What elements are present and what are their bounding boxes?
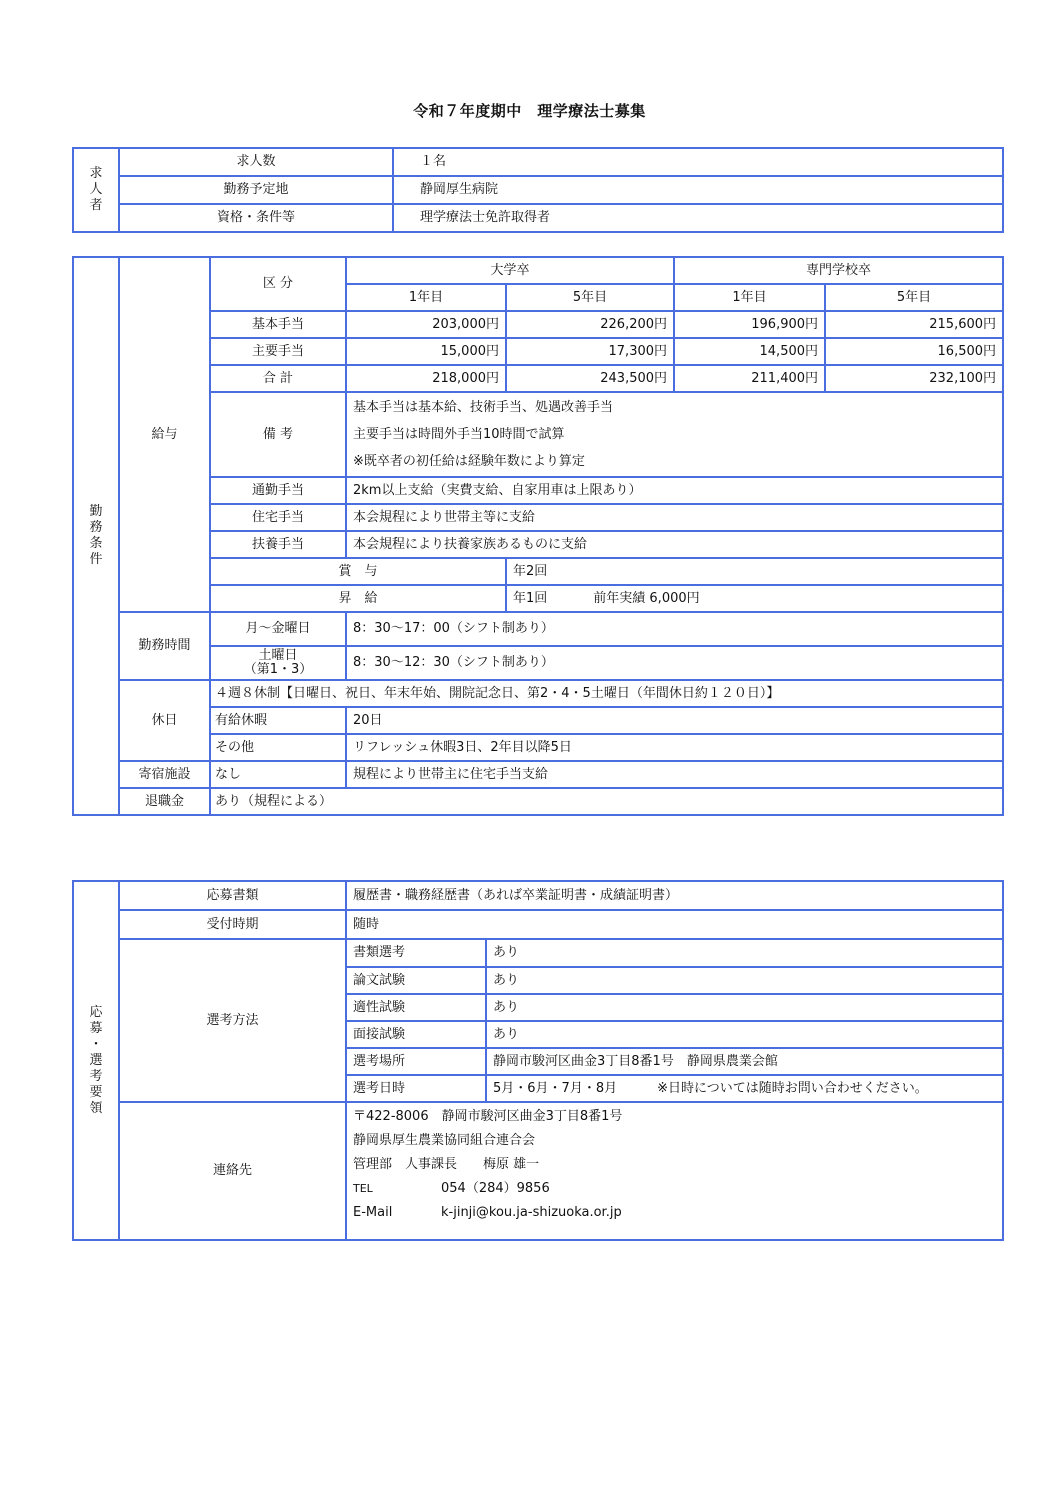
- salary-label: 給与: [119, 257, 210, 612]
- pay-cell: 211,400円: [674, 365, 825, 392]
- dorm-value: なし: [210, 761, 346, 788]
- recruiter-header: 求 人 者: [73, 148, 119, 232]
- base-pay-label: 基本手当: [210, 311, 346, 338]
- location-value: 静岡厚生病院: [393, 176, 1003, 204]
- location-label: 勤務予定地: [119, 176, 393, 204]
- vocational-header: 専門学校卒: [674, 257, 1003, 284]
- period-label: 受付時期: [119, 910, 346, 939]
- paid-leave-value: 20日: [346, 707, 1003, 734]
- saturday-sub: （第1・3）: [243, 662, 313, 677]
- qualification-value: 理学療法士免許取得者: [393, 204, 1003, 232]
- application-table: [72, 880, 1004, 1241]
- retirement-label: 退職金: [119, 788, 210, 815]
- pay-cell: 17,300円: [506, 338, 674, 365]
- pay-cell: 196,900円: [674, 311, 825, 338]
- pay-cell: 203,000円: [346, 311, 506, 338]
- pay-cell: 218,000円: [346, 365, 506, 392]
- pay-cell: 232,100円: [825, 365, 1003, 392]
- tel-label: TEL: [353, 1182, 373, 1195]
- documents-label: 応募書類: [119, 881, 346, 910]
- other-leave-value: リフレッシュ休暇3日、2年目以降5日: [346, 734, 1003, 761]
- pay-cell: 215,600円: [825, 311, 1003, 338]
- paid-leave-label: 有給休暇: [210, 707, 346, 734]
- retirement-value: あり（規程による）: [210, 788, 1003, 815]
- conditions-header: 勤 務 条 件: [73, 257, 119, 815]
- contact-block: [346, 1102, 1003, 1240]
- year-header: 1年目: [346, 284, 506, 311]
- university-header: 大学卒: [346, 257, 674, 284]
- mail-label: E-Mail: [353, 1205, 393, 1220]
- qualification-label: 資格・条件等: [119, 204, 393, 232]
- remarks-text: 基本手当は基本給、技術手当、処遇改善手当 主要手当は時間外手当10時間で試算 ※既卒者の初任給は経験年数により算定: [346, 392, 1003, 477]
- housing-allowance-label: 住宅手当: [210, 504, 346, 531]
- essay-test-label: 論文試験: [346, 967, 486, 994]
- openings-label: 求人数: [119, 148, 393, 176]
- contact-person: 管理部 人事課長 梅原 雄一: [353, 1157, 540, 1172]
- raise-value: 年1回 前年実績 6,000円: [506, 585, 1003, 612]
- other-leave-label: その他: [210, 734, 346, 761]
- recruiter-table: [72, 147, 1004, 233]
- tel-value: 054（284）9856: [441, 1181, 550, 1196]
- aptitude-test-value: あり: [486, 994, 1003, 1021]
- venue-value: 静岡市駿河区曲金3丁目8番1号 静岡県農業会館: [486, 1048, 1003, 1075]
- documents-value: 履歴書・職務経歴書（あれば卒業証明書・成績証明書）: [346, 881, 1003, 910]
- interview-label: 面接試験: [346, 1021, 486, 1048]
- aptitude-test-label: 適性試験: [346, 994, 486, 1021]
- contact-org: 静岡県厚生農業協同組合連合会: [353, 1133, 536, 1148]
- housing-allowance-value: 本会規程により世帯主等に支給: [346, 504, 1003, 531]
- raise-label: 昇 給: [210, 585, 506, 612]
- family-allowance-label: 扶養手当: [210, 531, 346, 558]
- family-allowance-value: 本会規程により扶養家族あるものに支給: [346, 531, 1003, 558]
- application-header: 応 募 ・ 選 考 要 領: [73, 881, 119, 1240]
- contact-label: 連絡先: [119, 1102, 346, 1240]
- dorm-note: 規程により世帯主に住宅手当支給: [346, 761, 1003, 788]
- selection-method-label: 選考方法: [119, 939, 346, 1102]
- doc-screening-value: あり: [486, 939, 1003, 967]
- total-label: 合 計: [210, 365, 346, 392]
- saturday-label: 土曜日 （第1・3）: [210, 646, 346, 680]
- date-note: ※日時については随時お問い合わせください。: [657, 1080, 928, 1096]
- pay-cell: 15,000円: [346, 338, 506, 365]
- pay-cell: 14,500円: [674, 338, 825, 365]
- raise-note: 前年実績 6,000円: [593, 590, 700, 606]
- weekday-label: 月～金曜日: [210, 612, 346, 646]
- saturday-hours: 8：30～12：30（シフト制あり）: [346, 646, 1003, 680]
- contact-address: 〒422-8006 静岡市駿河区曲金3丁目8番1号: [353, 1109, 623, 1124]
- weekday-hours: 8：30～17：00（シフト制あり）: [346, 612, 1003, 646]
- year-header: 1年目: [674, 284, 825, 311]
- pay-cell: 16,500円: [825, 338, 1003, 365]
- remarks-label: 備 考: [210, 392, 346, 477]
- pay-cell: 243,500円: [506, 365, 674, 392]
- page-title: 令和７年度期中 理学療法士募集: [413, 102, 646, 120]
- bonus-value: 年2回: [506, 558, 1003, 585]
- openings-value: １名: [393, 148, 1003, 176]
- doc-screening-label: 書類選考: [346, 939, 486, 967]
- kubun-label: 区 分: [210, 257, 346, 311]
- main-allowance-label: 主要手当: [210, 338, 346, 365]
- holiday-value: ４週８休制【日曜日、祝日、年末年始、開院記念日、第2・4・5土曜日（年間休日約１２０日）】: [210, 680, 1003, 707]
- interview-value: あり: [486, 1021, 1003, 1048]
- bonus-label: 賞 与: [210, 558, 506, 585]
- mail-link[interactable]: k-jinji@kou.ja-shizuoka.or.jp: [441, 1205, 622, 1220]
- dorm-label: 寄宿施設: [119, 761, 210, 788]
- year-header: 5年目: [506, 284, 674, 311]
- pay-cell: 226,200円: [506, 311, 674, 338]
- year-header: 5年目: [825, 284, 1003, 311]
- date-label: 選考日時: [346, 1075, 486, 1102]
- working-conditions-table: [72, 256, 1004, 816]
- period-value: 随時: [346, 910, 1003, 939]
- commute-allowance-label: 通勤手当: [210, 477, 346, 504]
- commute-allowance-value: 2km以上支給（実費支給、自家用車は上限あり）: [346, 477, 1003, 504]
- hours-label: 勤務時間: [119, 612, 210, 680]
- venue-label: 選考場所: [346, 1048, 486, 1075]
- holiday-label: 休日: [119, 680, 210, 761]
- date-value: 5月・6月・7月・8月 ※日時については随時お問い合わせください。: [486, 1075, 1003, 1102]
- essay-test-value: あり: [486, 967, 1003, 994]
